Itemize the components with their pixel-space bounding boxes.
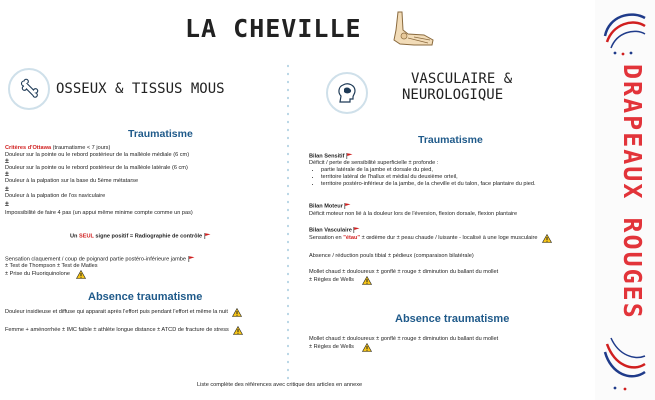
red-flag-icon [204,233,211,239]
section-title-vasculaire-2: NEUROLOGIQUE [402,87,504,103]
sensitif-bullets [309,167,594,188]
bilan-moteur: Bilan Moteur [309,203,343,210]
tricolor-swirl-bottom [601,332,649,394]
plus-minus: ± [5,186,9,193]
right-absence-block [309,336,594,352]
red-flag-icon [188,256,195,262]
vasc-etau: "étau" [343,235,361,242]
mollet-line-2: Mollet chaud ± douloureux ± gonflé ± rouge ± diminution du ballant du mollet [309,336,499,342]
ottawa-item: Douleur à la palpation de l'os naviculaire [5,193,106,199]
left-absence-list [5,308,290,335]
seul-word: SEUL [79,233,94,240]
bilan-sensitif-line [309,153,594,160]
warning-triangle-icon [542,234,552,243]
red-flag-icon [353,227,360,233]
sensation-text: Sensation claquement / coup de poignard partie postéro-inférieure jambe [5,256,186,263]
wells-line-2 [309,343,594,352]
absence-line-2 [5,326,290,335]
wells-text-1: ± Règles de Wells [309,277,354,284]
warning-triangle-icon [76,270,86,279]
bilan-moteur-line [309,203,594,210]
thompson-line: ± Test de Thompson ± Test de Matles [5,263,98,270]
bilan-sensitif: Bilan Sensitif [309,153,345,160]
left-trauma-list [5,145,285,217]
red-flags-sidebar [595,0,655,400]
seul-line [70,233,290,240]
achilles-block [5,256,295,279]
red-flag-icon [346,153,353,159]
warning-triangle-icon [233,326,243,335]
vasc-line [309,234,594,243]
bilan-vasculaire: Bilan Vasculaire [309,227,352,234]
moteur-line: Déficit moteur non lié à la douleur lors de l'éversion, flexion dorsale, flexion plantaire [309,210,518,217]
warning-triangle-icon [362,276,372,285]
right-trauma-block [309,153,594,285]
plus-minus: ± [5,171,9,178]
list-item: • territoire latéral de l'hallux et médial du deuxième orteil, [321,174,594,181]
ottawa-title: Critères d'Ottawa [5,145,52,151]
ottawa-item: Douleur sur la pointe ou le rebord postérieur de la malléole latérale (6 cm) [5,165,188,171]
list-item: • partie latérale de la jambe et dorsale du pied, [321,167,594,174]
brain-head-icon [326,72,368,114]
section-title-vasculaire-1: VASCULAIRE & [411,71,513,87]
right-absence-heading: Absence traumatisme [395,313,510,325]
left-trauma-heading: Traumatisme [128,128,193,140]
ottawa-item: Impossibilité de faire 4 pas (un appui même minime compte comme un pas) [5,210,193,216]
tricolor-swirl-top [601,6,649,58]
absence-line-1 [5,308,290,317]
ottawa-condition: (traumatisme < 7 jours) [51,145,111,151]
fluoro-text: ± Prise du Fluoriquinolone [5,271,70,278]
absence-text-1: Douleur insidieuse et diffuse qui apparait après l'effort puis pendant l'effort et même la nuit [5,309,228,315]
page-title: LA CHEVILLE [185,14,362,43]
right-trauma-heading: Traumatisme [418,134,483,146]
seul-suffix: signe positif = Radiographie de contrôle [93,233,203,240]
ottawa-item: Douleur à la palpation sur la base du 5ème métatarse [5,178,139,184]
ottawa-item: Douleur sur la pointe ou le rebord postérieur de la malléole médiale (6 cm) [5,152,190,158]
ankle-bone-icon [384,10,436,55]
sensitif-line: Déficit / perte de sensibilité superficielle ± profonde : [309,160,439,167]
absence-text-2: Femme + aménorrhée ± IMC faible ± athlète longue distance ± ATCD de fracture de stress [5,327,229,333]
left-absence-heading: Absence traumatisme [88,291,203,303]
absence-pouls: Absence / réduction pouls tibial ± pédieux (comparaison bilatérale) [309,253,474,260]
section-title-osseux: OSSEUX & TISSUS MOUS [56,81,225,97]
vasc-text [309,235,538,242]
fluoro-line [5,270,295,279]
seul-prefix: Un [70,233,80,240]
ottawa-line [5,145,285,152]
vasc-suffix: ± œdème dur ± peau chaude / luisante - localisé à une loge musculaire [360,235,538,242]
sidebar-title: DRAPEAUX ROUGES [618,64,647,320]
plus-minus: ± [5,201,9,208]
footer-note: Liste complète des références avec critique des articles en annexe [197,382,363,388]
sensation-line [5,256,295,263]
vasc-prefix: Sensation en [309,235,344,242]
red-flag-icon [344,203,351,209]
wells-text-2: ± Règles de Wells [309,344,354,350]
bone-icon [8,68,50,110]
bilan-vasculaire-line [309,227,594,234]
plus-minus: ± [5,158,9,165]
mollet-line-1: Mollet chaud ± douloureux ± gonflé ± rouge ± diminution du ballant du mollet [309,269,499,276]
list-item: • territoire postéro-inférieur de la jambe, de la cheville et du talon, face plantaire du pied. [321,181,594,188]
warning-triangle-icon [232,308,242,317]
warning-triangle-icon [362,343,372,352]
wells-line-1 [309,276,594,285]
